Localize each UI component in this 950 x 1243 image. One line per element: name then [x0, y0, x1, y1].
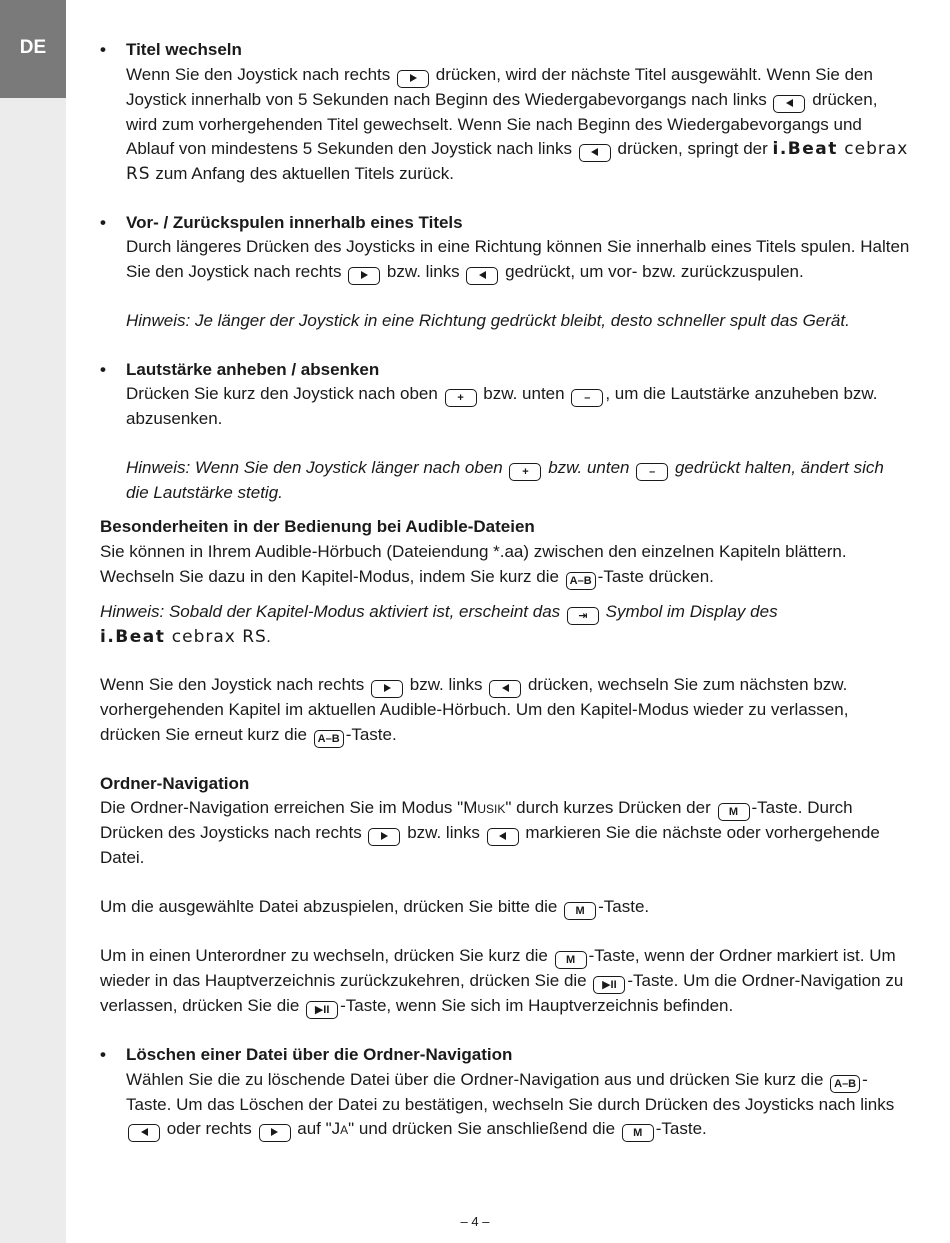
joystick-left-icon — [579, 144, 611, 162]
m-key-icon: M — [555, 951, 587, 969]
note: Hinweis: Je länger der Joystick in eine Richtung gedrückt bleibt, desto schneller spult das Gerät. — [126, 310, 850, 330]
page-content — [100, 38, 910, 1142]
note: Hinweis: Wenn Sie den Joystick länger nach oben + bzw. unten – gedrückt halten, ändert sich die Lautstärke stetig. — [126, 457, 884, 502]
section-heading: Besonderheiten in der Bedienung bei Audible-Dateien — [100, 517, 535, 537]
joystick-right-icon — [348, 267, 380, 285]
volume-up-icon: + — [445, 389, 477, 407]
page-number: – 4 – — [460, 1214, 490, 1229]
paragraph: Um die ausgewählte Datei abzuspielen, drücken Sie bitte die M -Taste. — [100, 895, 910, 920]
paragraph: Wenn Sie den Joystick nach rechts drücken, wird der nächste Titel ausgewählt. Wenn Sie den Joystick innerhalb von 5 Sekunden nach Beginn des Wiedergabevorgangs nach links drücken, wird zum vorhergehenden Titel gewechselt. Wenn Sie nach Beginn des Wiedergabevorgangs und Ablauf von mindestens 5 Sekunden den Joystick nach links drücken, springt der i.Beat cebrax RS zum Anfang des aktuellen Titels zurück. — [126, 64, 909, 185]
section-heading: • Titel wechseln — [126, 40, 242, 59]
joystick-left-icon — [773, 95, 805, 113]
paragraph: Die Ordner-Navigation erreichen Sie im Modus "Musik" durch kurzes Drücken der M -Taste. Durch Drücken des Joysticks nach rechts bzw. links markieren Sie die nächste oder vorhergehende Datei. — [100, 798, 880, 868]
brand-logo: i.Beat cebrax RS — [100, 626, 267, 647]
volume-down-icon: – — [636, 463, 668, 481]
joystick-left-icon — [128, 1124, 160, 1142]
joystick-left-icon — [487, 828, 519, 846]
m-key-icon: M — [564, 902, 596, 920]
chapter-skip-icon: ⇥ — [567, 607, 599, 625]
play-pause-icon: ▶II — [593, 976, 625, 994]
paragraph: Sie können in Ihrem Audible-Hörbuch (Dateiendung *.aa) zwischen den einzelnen Kapiteln blättern. Wechseln Sie dazu in den Kapitel-Modus, indem Sie kurz die A–B -Taste drücken. — [100, 540, 910, 590]
play-pause-icon: ▶II — [306, 1001, 338, 1019]
ab-key-icon: A–B — [314, 730, 344, 748]
section-heading: • Lautstärke anheben / absenken — [126, 359, 380, 379]
volume-down-icon: – — [571, 389, 603, 407]
brand-logo: i.Beat cebrax RS — [126, 139, 909, 185]
m-key-icon: M — [718, 803, 750, 821]
joystick-left-icon — [489, 680, 521, 698]
joystick-right-icon — [259, 1124, 291, 1142]
section-lautstaerke — [100, 358, 910, 506]
paragraph: Wenn Sie den Joystick nach rechts bzw. links drücken, wechseln Sie zum nächsten bzw. vorhergehenden Kapitel im aktuellen Audible-Hörbuch. Um den Kapitel-Modus wieder zu verlassen, drücken Sie erneut kurz die A–B -Taste. — [100, 673, 910, 748]
section-titel-wechseln — [100, 38, 910, 187]
sidebar — [0, 0, 66, 1243]
section-heading: Ordner-Navigation — [100, 773, 250, 793]
paragraph: Wählen Sie die zu löschende Datei über die Ordner-Navigation aus und drücken Sie kurz die A–B -Taste. Um das Löschen der Datei zu bestätigen, wechseln Sie durch Drücken des Joysticks nach links oder rechts auf "Ja" und drücken Sie anschließend die M -Taste. — [126, 1068, 910, 1143]
m-key-icon: M — [622, 1124, 654, 1142]
paragraph: Drücken Sie kurz den Joystick nach oben + bzw. unten – , um die Lautstärke anzuheben bzw. abzusenken. — [126, 384, 878, 429]
paragraph: Um in einen Unterordner zu wechseln, drücken Sie kurz die M -Taste, wenn der Ordner markiert ist. Um wieder in das Hauptverzeichnis zurückzukehren, drücken Sie die ▶II -Taste. Um die Ordner-Navigation zu verlassen, drücken Sie die ▶II -Taste, wenn Sie sich im Hauptverzeichnis befinden. — [100, 944, 910, 1019]
joystick-left-icon — [466, 267, 498, 285]
joystick-right-icon — [371, 680, 403, 698]
section-heading: • Löschen einer Datei über die Ordner-Navigation — [126, 1044, 513, 1064]
section-spulen — [100, 211, 910, 334]
ab-key-icon: A–B — [566, 572, 596, 590]
language-tab: DE — [0, 0, 66, 98]
note: Hinweis: Sobald der Kapitel-Modus aktiviert ist, erscheint das ⇥ Symbol im Display des i.Beat cebrax RS. — [100, 601, 778, 647]
section-heading: • Vor- / Zurückspulen innerhalb eines Titels — [126, 212, 463, 232]
section-audible — [100, 515, 910, 747]
paragraph: Durch längeres Drücken des Joysticks in eine Richtung können Sie innerhalb eines Titels spulen. Halten Sie den Joystick nach rechts bzw. links gedrückt, um vor- bzw. zurückzuspulen. — [126, 235, 910, 285]
joystick-right-icon — [397, 70, 429, 88]
ab-key-icon: A–B — [830, 1075, 860, 1093]
section-ordner-navigation — [100, 772, 910, 1019]
volume-up-icon: + — [509, 463, 541, 481]
section-loeschen — [100, 1043, 910, 1142]
joystick-right-icon — [368, 828, 400, 846]
